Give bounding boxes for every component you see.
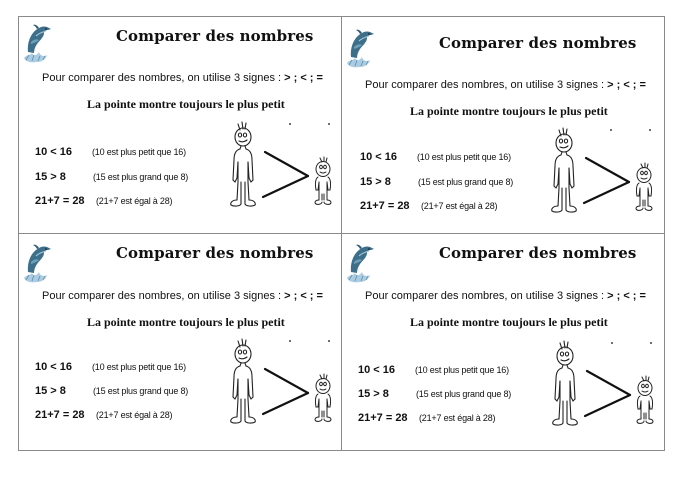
example-explanation: (10 est plus petit que 16) — [92, 147, 186, 157]
intro-text: Pour comparer des nombres, on utilise 3 signes : — [42, 290, 282, 302]
example-explanation: (21+7 est égal à 28) — [419, 413, 496, 423]
comparison-figures-illustration — [550, 337, 660, 432]
example-expression: 10 < 16 — [358, 364, 396, 376]
dolphin-icon — [22, 242, 52, 284]
example-explanation: (10 est plus petit que 16) — [415, 365, 509, 375]
intro-signs: > ; < ; = — [607, 290, 646, 302]
example-explanation: (10 est plus petit que 16) — [92, 362, 186, 372]
intro-signs: > ; < ; = — [284, 72, 323, 84]
dolphin-icon — [345, 242, 375, 284]
example-expression: 10 < 16 — [35, 361, 73, 373]
rule-text: La pointe montre toujours le plus petit — [87, 315, 285, 329]
card-title: Comparer des nombres — [439, 244, 637, 262]
intro-line — [42, 72, 323, 84]
example-expression: 10 < 16 — [360, 151, 398, 163]
example-explanation: (15 est plus grand que 8) — [416, 389, 512, 399]
example-expression: 15 > 8 — [35, 171, 66, 183]
example-expression: 21+7 = 28 — [35, 409, 85, 421]
example-expression: 21+7 = 28 — [358, 412, 408, 424]
rule-text: La pointe montre toujours le plus petit — [87, 97, 285, 111]
intro-text: Pour comparer des nombres, on utilise 3 signes : — [365, 79, 605, 91]
intro-signs: > ; < ; = — [284, 290, 323, 302]
example-expression: 10 < 16 — [35, 146, 73, 158]
example-expression: 15 > 8 — [358, 388, 389, 400]
horizontal-cut-line — [18, 233, 665, 234]
example-expression: 21+7 = 28 — [35, 195, 85, 207]
comparison-figures-illustration — [228, 335, 338, 430]
rule-text: La pointe montre toujours le plus petit — [410, 315, 608, 329]
intro-text: Pour comparer des nombres, on utilise 3 signes : — [42, 72, 282, 84]
example-explanation: (15 est plus grand que 8) — [93, 386, 189, 396]
comparison-figures-illustration — [549, 124, 659, 219]
example-expression: 21+7 = 28 — [360, 200, 410, 212]
example-expression: 15 > 8 — [360, 176, 391, 188]
comparison-figures-illustration — [228, 118, 338, 213]
example-explanation: (21+7 est égal à 28) — [96, 196, 173, 206]
intro-line — [365, 79, 646, 91]
example-explanation: (21+7 est égal à 28) — [421, 201, 498, 211]
card-title: Comparer des nombres — [116, 27, 314, 45]
dolphin-icon — [22, 22, 52, 64]
intro-text: Pour comparer des nombres, on utilise 3 signes : — [365, 290, 605, 302]
intro-line — [42, 290, 323, 302]
example-explanation: (10 est plus petit que 16) — [417, 152, 511, 162]
intro-line — [365, 290, 646, 302]
example-explanation: (15 est plus grand que 8) — [93, 172, 189, 182]
example-explanation: (15 est plus grand que 8) — [418, 177, 514, 187]
example-explanation: (21+7 est égal à 28) — [96, 410, 173, 420]
card-title: Comparer des nombres — [116, 244, 314, 262]
rule-text: La pointe montre toujours le plus petit — [410, 104, 608, 118]
card-title: Comparer des nombres — [439, 34, 637, 52]
dolphin-icon — [345, 27, 375, 69]
intro-signs: > ; < ; = — [607, 79, 646, 91]
example-expression: 15 > 8 — [35, 385, 66, 397]
